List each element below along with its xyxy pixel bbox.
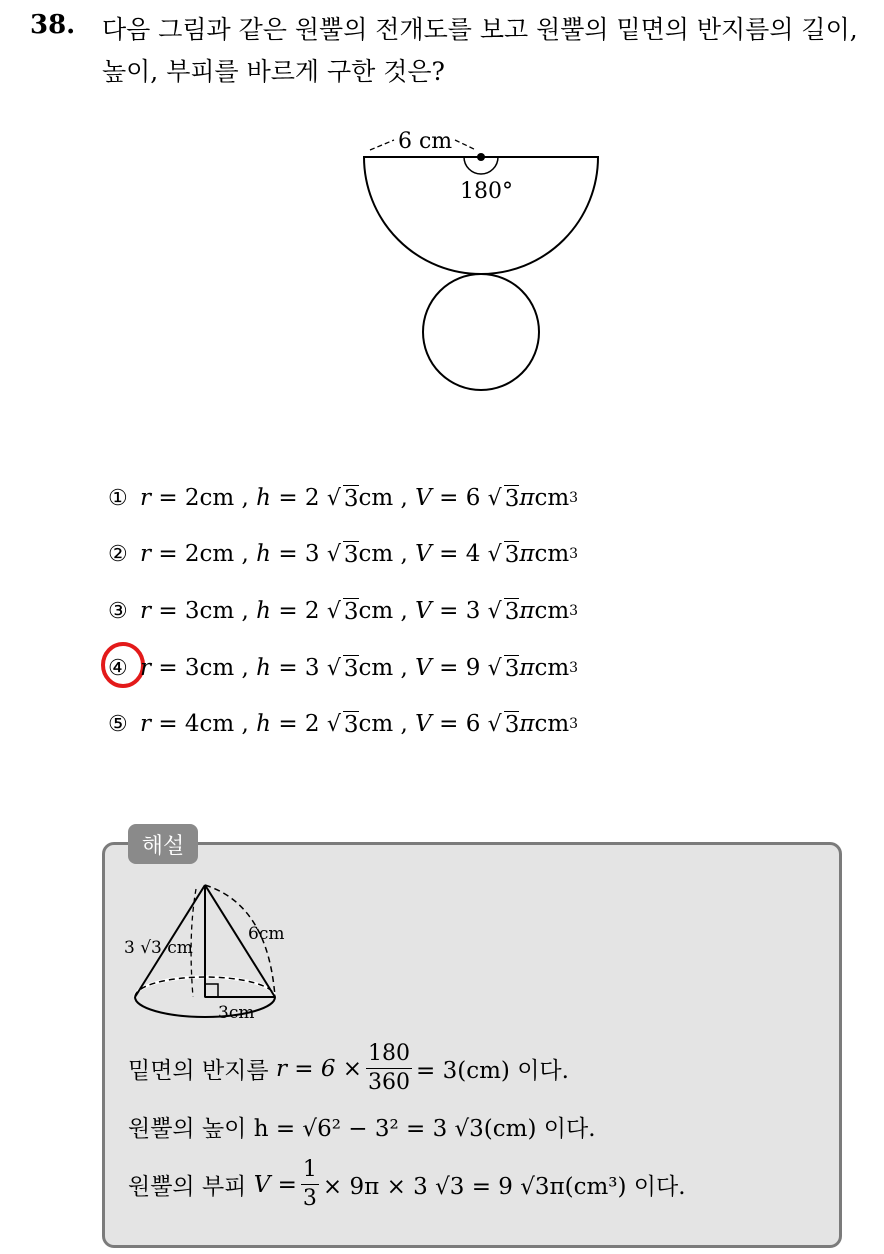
answer-choice-5[interactable]: ⑤ r = 4cm , h = 2 √ 3 cm , V = 6 √ 3 π cm 3 [108,711,579,738]
question-number: 38. [30,10,76,40]
choice-marker: ② [108,541,128,567]
choice-marker: ④ [108,655,128,681]
answer-choice-4[interactable]: ④ r = 3cm , h = 3 √ 3 cm , V = 9 √ 3 π cm 3 [108,655,579,682]
answer-choice-2[interactable]: ② r = 2cm , h = 3 √ 3 cm , V = 4 √ 3 π cm 3 [108,541,579,568]
radius-dash-left [370,140,394,150]
center-point [477,153,485,161]
choice-marker: ① [108,485,128,511]
answer-choice-3[interactable]: ③ r = 3cm , h = 2 √ 3 cm , V = 3 √ 3 π cm 3 [108,598,579,625]
cone-radius-label: 3cm [218,1003,255,1023]
solution-line-2: 원뿔의 높이 h = √6² − 3² = 3 √3(cm) 이다. [128,1116,596,1142]
radius-dash-right [455,140,476,150]
choice-marker: ③ [108,598,128,624]
answer-choice-1[interactable]: ① r = 2cm , h = 2 √ 3 cm , V = 6 √ 3 π cm 3 [108,485,579,512]
cone-side-label: 6cm [248,924,285,944]
angle-label: 180° [460,179,513,204]
cone-slant-label: 3 √3 cm [124,938,193,958]
question-text-line-2: 높이, 부피를 바르게 구한 것은? [102,57,445,86]
solution-line-3: 원뿔의 부피 V = $\frac{1}{3}$ × 9π × 3 √3 = 9 √3π(cm³) 이다. [128,1157,686,1211]
radius-label: 6 cm [398,129,453,154]
solution-line-1: 밑면의 반지름 r = 6 × $\frac{180}{360}$ = 3(cm) 이다. [128,1041,569,1095]
question-text-line-1: 다음 그림과 같은 원뿔의 전개도를 보고 원뿔의 밑면의 반지름의 길이, [102,15,858,44]
base-circle [423,274,539,390]
solution-tag: 해설 [128,824,198,864]
choice-marker: ⑤ [108,711,128,737]
cone-net-figure [0,0,884,420]
cone-diagram [118,875,318,1035]
